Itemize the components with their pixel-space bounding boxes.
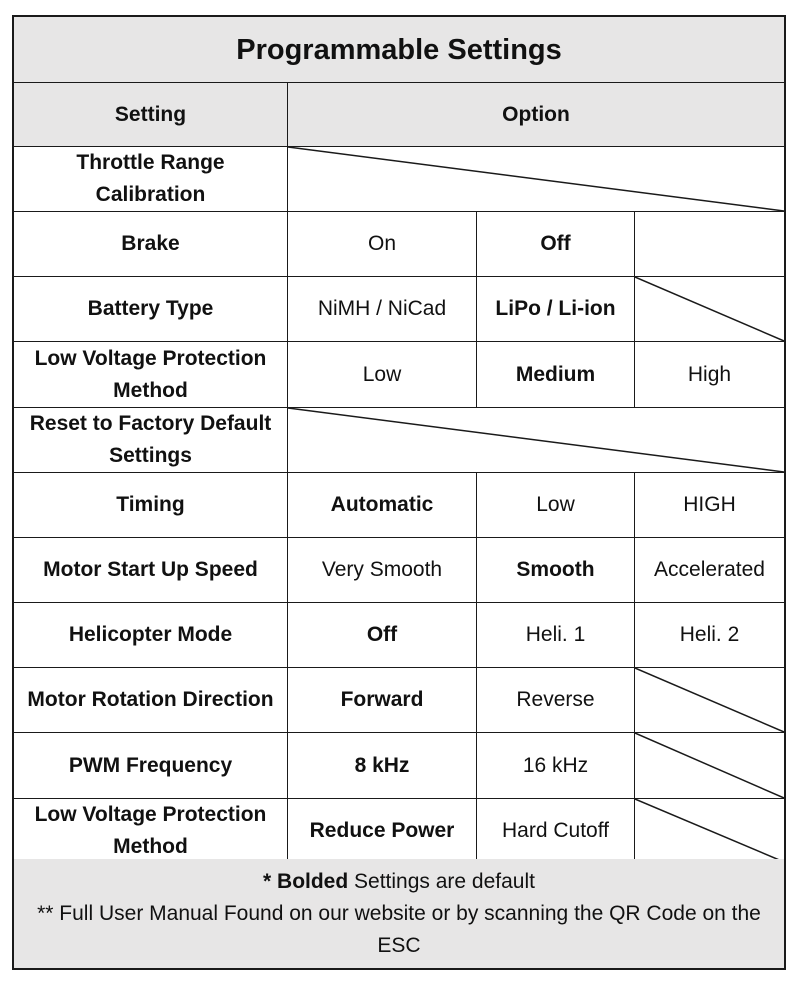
table-row xyxy=(14,212,784,277)
option-na-cell xyxy=(634,799,784,862)
footnote xyxy=(14,859,784,968)
table-title: Programmable Settings xyxy=(236,33,562,66)
diagonal-line xyxy=(635,733,784,798)
table-row xyxy=(14,799,784,863)
setting-label: Motor Start Up Speed xyxy=(43,558,258,581)
option-cell-default: Off xyxy=(287,603,476,667)
option-cell-default: Reduce Power xyxy=(287,799,476,862)
option-cell: Heli. 1 xyxy=(476,603,634,667)
header-option: Option xyxy=(287,83,784,146)
table-row xyxy=(14,408,784,473)
header-row xyxy=(14,83,784,147)
footnote-rest: Settings are default xyxy=(348,869,535,893)
option-cell-default: Smooth xyxy=(476,538,634,602)
option-cell: High xyxy=(634,342,784,407)
title-row xyxy=(14,17,784,83)
setting-label: Timing xyxy=(116,493,185,516)
setting-label: PWM Frequency xyxy=(68,753,233,777)
table-row xyxy=(14,147,784,212)
setting-label: Low Voltage Protection Method xyxy=(34,802,267,858)
option-cell: Very Smooth xyxy=(287,538,476,602)
option-cell-default: Medium xyxy=(476,342,634,407)
table-row xyxy=(14,473,784,538)
diagonal-line xyxy=(635,799,784,862)
table-row xyxy=(14,603,784,668)
option-cell-default: Forward xyxy=(287,668,476,732)
setting-label: Throttle Range Calibration xyxy=(76,151,225,206)
option-cell-default: Off xyxy=(476,212,634,276)
table-row xyxy=(14,668,784,733)
option-na-cell xyxy=(634,733,784,798)
option-na-cell xyxy=(634,277,784,341)
option-cell: Low xyxy=(476,473,634,537)
option-cell-default: Automatic xyxy=(287,473,476,537)
diagonal-line xyxy=(288,147,784,211)
setting-label: Low Voltage Protection Method xyxy=(34,346,267,402)
setting-label: Battery Type xyxy=(87,297,214,320)
option-cell: On xyxy=(287,212,476,276)
settings-table xyxy=(12,15,786,970)
option-na-cell xyxy=(287,408,784,472)
option-na-cell xyxy=(634,668,784,732)
option-cell: Low xyxy=(287,342,476,407)
option-cell: 16 kHz xyxy=(476,733,634,798)
footnote-default xyxy=(263,866,535,898)
footnote-manual: ** Full User Manual Found on our website or by scanning the QR Code on the ESC xyxy=(37,901,761,957)
option-cell: Accelerated xyxy=(634,538,784,602)
setting-label: Reset to Factory Default Settings xyxy=(29,412,272,467)
setting-label: Helicopter Mode xyxy=(68,623,233,646)
option-cell-default: LiPo / Li-ion xyxy=(476,277,634,341)
diagonal-line xyxy=(635,668,784,732)
table-row xyxy=(14,277,784,342)
option-cell xyxy=(634,212,784,276)
option-cell: Reverse xyxy=(476,668,634,732)
option-cell-default: 8 kHz xyxy=(287,733,476,798)
header-setting: Setting xyxy=(114,102,187,126)
option-cell: Hard Cutoff xyxy=(476,799,634,862)
diagonal-line xyxy=(635,277,784,341)
option-cell: HIGH xyxy=(634,473,784,537)
setting-label: Motor Rotation Direction xyxy=(27,688,274,711)
table-row xyxy=(14,342,784,408)
setting-label: Brake xyxy=(121,232,180,255)
option-cell: NiMH / NiCad xyxy=(287,277,476,341)
table-row xyxy=(14,733,784,799)
option-na-cell xyxy=(287,147,784,211)
footnote-bold-part: * Bolded xyxy=(263,869,349,893)
table-row xyxy=(14,538,784,603)
option-cell: Heli. 2 xyxy=(634,603,784,667)
diagonal-line xyxy=(288,408,784,472)
